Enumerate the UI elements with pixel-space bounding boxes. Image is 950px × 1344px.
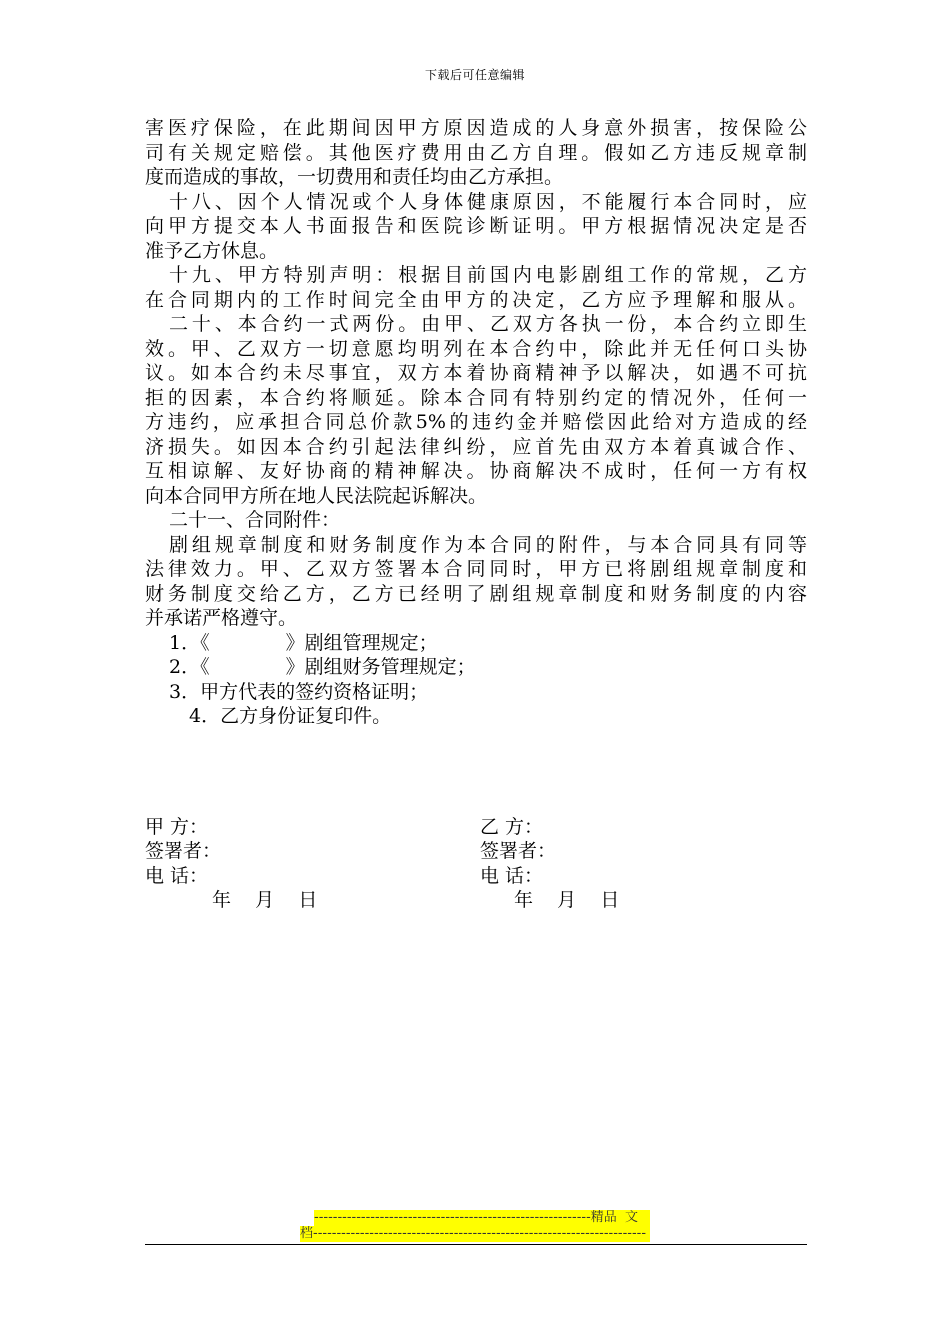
text-line: 剧组规章制度和财务制度作为本合同的附件，与本合同具有同等: [169, 533, 807, 556]
phone-a-label: 电 话：: [145, 865, 209, 887]
date-b: 年 月 日: [514, 889, 620, 911]
clause-19: 十九、甲方特别声明：根据目前国内电影剧组工作的常规，乙方: [169, 264, 807, 286]
clause-18: 十八、因个人情况或个人身体健康原因，不能履行本合同时，应: [169, 190, 807, 213]
signer-b-label: 签署者：: [480, 840, 557, 862]
text-line: 拒的因素，本合约将顺延。除本合同有特别约定的情况外，任何一: [145, 386, 807, 409]
page-header: 下载后可任意编辑: [424, 68, 525, 82]
party-a-label: 甲 方：: [145, 816, 209, 838]
clause-21: 二十一、合同附件：: [169, 509, 341, 531]
text-line: 度而造成的事故，一切费用和责任均由乙方承担。: [145, 166, 564, 188]
text-line: 效。甲、乙双方一切意愿均明列在本合约中，除此并无任何口头协: [145, 337, 807, 360]
text-line: 并承诺严格遵守。: [145, 607, 298, 629]
text-line: 互相谅解、友好协商的精神解决。协商解决不成时，任何一方有权: [145, 460, 807, 482]
text-line: 向本合同甲方所在地人民法院起诉解决。: [145, 484, 488, 507]
text-line: 法律效力。甲、乙双方签署本合同同时，甲方已将剧组规章制度和: [145, 558, 807, 580]
text-line: 在合同期内的工作时间完全由甲方的决定，乙方应予理解和服从。: [145, 288, 807, 311]
text-line: 方违约，应承担合同总价款5%的违约金并赔偿因此给对方造成的经: [145, 411, 807, 433]
attachment-item: 4．乙方身份证复印件。: [189, 705, 392, 727]
text-line: 向甲方提交本人书面报告和医院诊断证明。甲方根据情况决定是否: [145, 215, 807, 237]
text-line: 议。如本合约未尽事宜，双方本着协商精神予以解决，如遇不可抗: [145, 362, 807, 384]
contract-body: [145, 116, 807, 729]
attachment-item: 2．《 》剧组财务管理规定；: [169, 656, 476, 678]
phone-b-label: 电 话：: [480, 865, 544, 887]
footer-line-2: 档-----------------------------------------------------------------------: [300, 1226, 650, 1242]
attachment-item: 3．甲方代表的签约资格证明；: [169, 680, 429, 703]
text-line: 害医疗保险，在此期间因甲方原因造成的人身意外损害，按保险公: [145, 117, 807, 139]
text-line: 财务制度交给乙方，乙方已经明了剧组规章制度和财务制度的内容: [145, 582, 807, 605]
page-footer: [300, 1210, 650, 1242]
text-line: 司有关规定赔偿。其他医疗费用由乙方自理。假如乙方违反规章制: [145, 141, 807, 164]
text-line: 准予乙方休息。: [145, 239, 279, 262]
footer-line-1: -----------------------------------------------------------精品 文: [314, 1210, 650, 1226]
party-b-label: 乙 方：: [480, 816, 544, 838]
clause-20: 二十、本合约一式两份。由甲、乙双方各执一份，本合约立即生: [169, 313, 807, 335]
date-a: 年 月 日: [212, 889, 318, 911]
signer-a-label: 签署者：: [145, 840, 222, 862]
footer-rule: [145, 1244, 807, 1245]
text-line: 济损失。如因本合约引起法律纠纷，应首先由双方本着真诚合作、: [145, 435, 807, 458]
attachment-item: 1．《 》剧组管理规定；: [169, 631, 438, 654]
